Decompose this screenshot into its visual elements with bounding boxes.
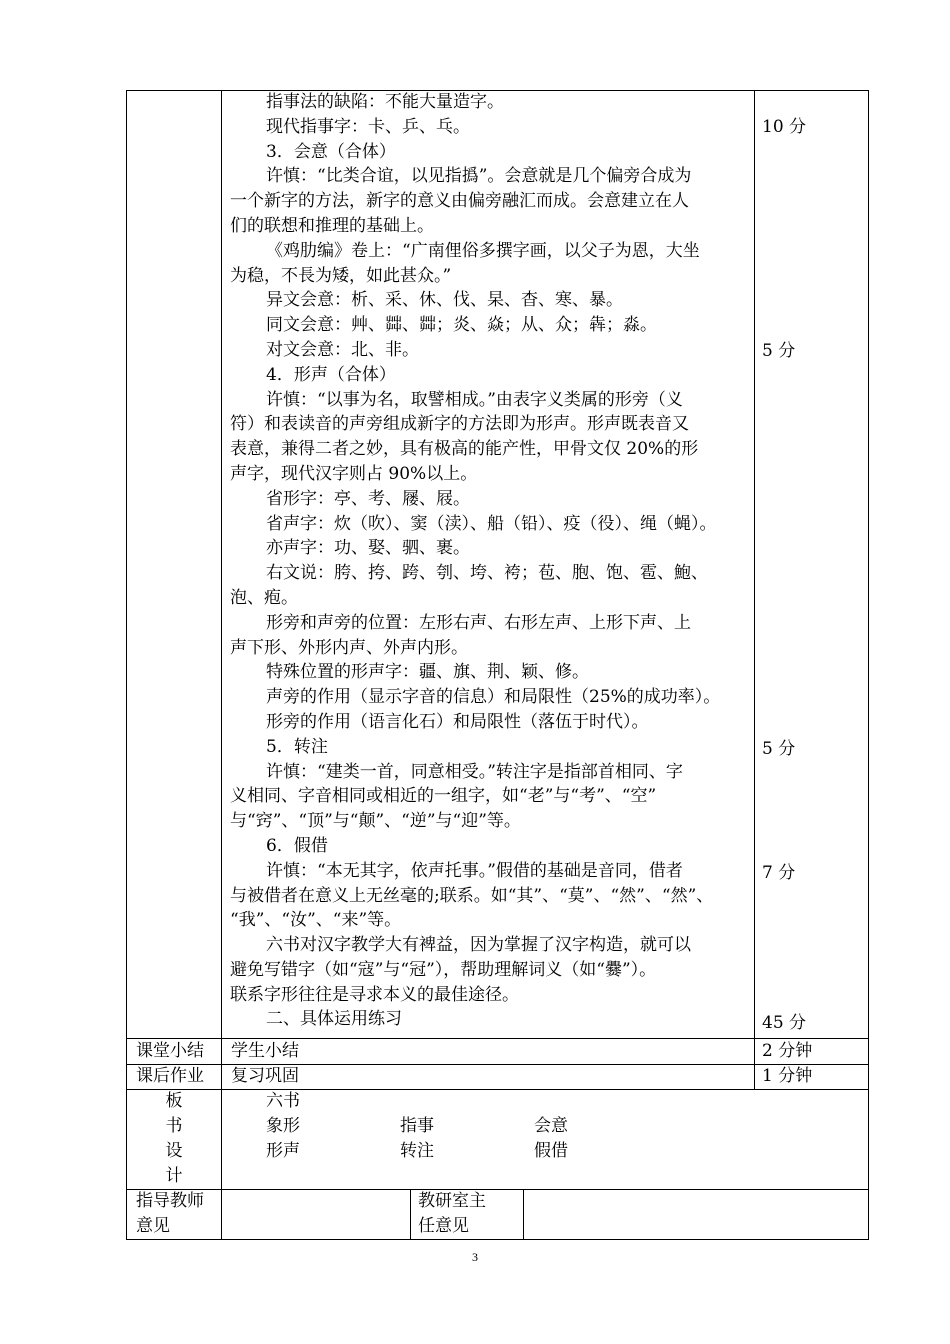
content-line: 5．转注: [266, 736, 328, 757]
content-line: 与被借者在意义上无丝毫的;联系。如“其”、“莫”、“然”、“然”、: [230, 885, 714, 906]
row-divider-board: [126, 1189, 869, 1190]
homework-content: 复习巩固: [231, 1066, 299, 1086]
board-item: 转注: [400, 1141, 434, 1161]
score-3: 5 分: [762, 739, 796, 759]
summary-label: 课堂小结: [136, 1041, 204, 1061]
content-line: 许慎：“建类一首，同意相受。”转注字是指部首相同、字: [266, 761, 683, 782]
board-label-char: 板: [165, 1091, 183, 1111]
board-item: 形声: [266, 1141, 300, 1161]
board-label-char: 书: [165, 1116, 183, 1136]
content-line: 现代指事字：卡、乒、乓。: [266, 116, 470, 137]
content-line: 表意，兼得二者之妙，具有极高的能产性，甲骨文仅 20%的形: [230, 439, 699, 460]
teacher-opinion-label-2: 意见: [136, 1216, 170, 1236]
board-title: 六书: [266, 1091, 300, 1111]
board-item: 象形: [266, 1116, 300, 1136]
content-line: 《鸡肋编》卷上：“广南俚俗多撰字画，以父子为恩，大坐: [266, 240, 700, 261]
content-line: 与“窍”、“顶”与“颠”、“逆”与“迎”等。: [230, 811, 521, 832]
content-line: 指事法的缺陷：不能大量造字。: [266, 92, 504, 112]
content-line: 3．会意（合体）: [266, 141, 396, 162]
content-line: 6．假借: [266, 835, 328, 856]
content-line: 泡、疱。: [230, 587, 298, 608]
content-line: 声字，现代汉字则占 90%以上。: [230, 463, 478, 484]
content-line: 省形字：亭、考、屦、屐。: [266, 488, 470, 509]
content-line: 联系字形往往是寻求本义的最佳途径。: [230, 984, 519, 1005]
content-line: 一个新字的方法，新字的意义由偏旁融汇而成。会意建立在人: [230, 191, 689, 212]
content-line: 许慎：“本无其字，依声托事。”假借的基础是音同，借者: [266, 860, 683, 881]
content-line: 们的联想和推理的基础上。: [230, 215, 434, 236]
board-label-char: 设: [165, 1141, 183, 1161]
content-line: 为稳，不長为矮，如此甚众。”: [230, 265, 452, 286]
content-line: 声下形、外形内声、外声内形。: [230, 637, 468, 658]
col-divider-right: [754, 90, 755, 1090]
page-number: 3: [472, 1250, 478, 1264]
content-line: 声旁的作用（显示字音的信息）和局限性（25%的成功率）。: [266, 687, 721, 708]
score-1: 10 分: [762, 117, 807, 137]
director-opinion-label-2: 任意见: [418, 1216, 469, 1236]
content-line: 省声字：炊（吹）、窦（渎）、船（铅）、疫（役）、绳（蝇）。: [266, 513, 717, 534]
content-line: 二、具体运用练习: [266, 1009, 402, 1030]
summary-content: 学生小结: [231, 1041, 299, 1061]
content-line: “我”、“汝”、“来”等。: [230, 910, 402, 931]
summary-time: 2 分钟: [762, 1041, 813, 1061]
col-divider-left: [221, 90, 222, 1240]
col-divider-opinion: [410, 1189, 411, 1240]
content-line: 形旁的作用（语言化石）和局限性（落伍于时代）。: [266, 711, 649, 732]
content-line: 异文会意：析、采、休、伐、杲、杳、寒、暴。: [266, 290, 623, 311]
content-line: 许慎：“以事为名，取譬相成。”由表字义类属的形旁（义: [266, 389, 683, 410]
board-item: 会意: [534, 1116, 568, 1136]
content-line: 符）和表读音的声旁组成新字的方法即为形声。形声既表音又: [230, 414, 689, 435]
content-line: 右文说：胯、挎、跨、刳、垮、袴；苞、胞、饱、雹、鮑、: [266, 563, 708, 584]
score-2: 5 分: [762, 341, 796, 361]
teaching-content: [230, 90, 745, 1032]
score-4: 7 分: [762, 863, 796, 883]
board-item: 假借: [534, 1141, 568, 1161]
director-opinion-label: 教研室主: [418, 1191, 486, 1211]
board-item: 指事: [400, 1116, 434, 1136]
homework-label: 课后作业: [136, 1066, 204, 1086]
content-line: 六书对汉字教学大有裨益，因为掌握了汉字构造，就可以: [266, 935, 691, 956]
content-line: 义相同、字音相同或相近的一组字，如“老”与“考”、“空”: [230, 786, 657, 807]
board-label-char: 计: [165, 1166, 183, 1186]
content-line: 特殊位置的形声字：疆、旗、荆、颖、修。: [266, 662, 589, 683]
content-line: 避免写错字（如“寇”与“冠”），帮助理解词义（如“爨”）。: [230, 959, 657, 980]
homework-time: 1 分钟: [762, 1066, 813, 1086]
content-line: 亦声字：功、娶、驷、裹。: [266, 538, 470, 559]
col-divider-opinion-2: [523, 1189, 524, 1240]
content-line: 对文会意：北、非。: [266, 339, 419, 360]
teacher-opinion-label: 指导教师: [136, 1191, 204, 1211]
score-5: 45 分: [762, 1013, 807, 1033]
content-line: 许慎：“比类合谊，以见指撝”。会意就是几个偏旁合成为: [266, 166, 692, 187]
content-line: 4．形声（合体）: [266, 364, 396, 385]
row-divider-homework: [126, 1089, 869, 1090]
content-line: 同文会意：艸、茻、茻；炎、焱；从、众；犇；淼。: [266, 315, 657, 336]
content-line: 形旁和声旁的位置：左形右声、右形左声、上形下声、上: [266, 612, 691, 633]
